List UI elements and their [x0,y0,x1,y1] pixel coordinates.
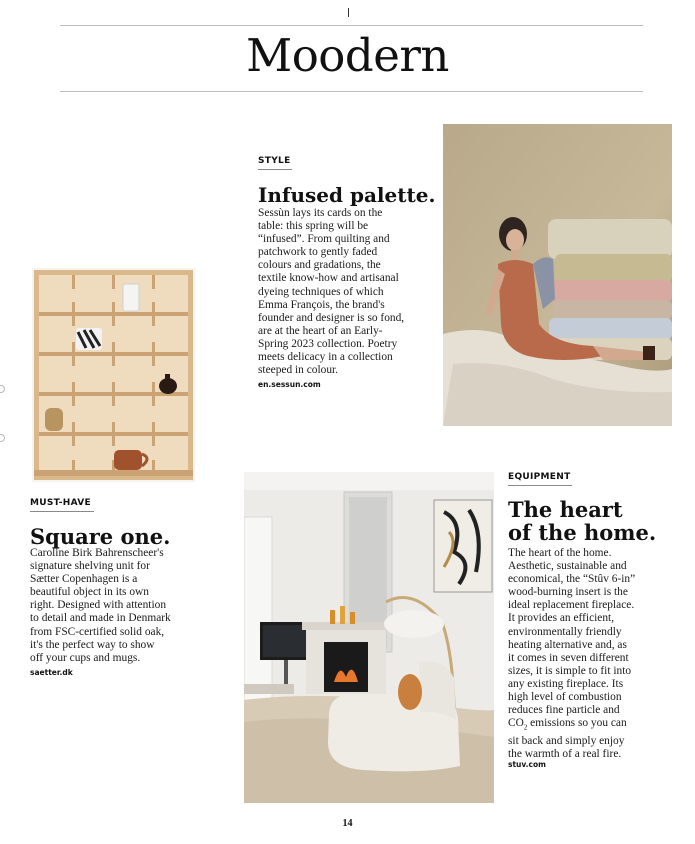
edge-mark [0,385,5,393]
style-kicker: STYLE [258,156,291,166]
equipment-body: The heart of the home. Aesthetic, sustainable and economical, the “Stûv 6-in” wood-burning insert is the ideal replacement fireplace. It provides an efficient, environmentally friendly heating alternative and, as it comes in seven different sizes, it is simple to fit into any existing fireplace. Its high level of combustion reduces fine particle and $CO_2$ emissions so you can sit back and simply enjoy the warmth of a real fire. [508,547,678,761]
style-url-link[interactable]: en.sessun.com [258,380,321,389]
top-tick-mark [348,8,349,17]
style-kicker-underline [258,169,292,170]
style-body: Sessùn lays its cards on the table: this spring will be “infused”. From quilting and patchwork to gently faded colours and gradations, the textile know-how and artisanal dyeing techniques of which Emma François, the brand's founder and designer is so fond, are at the heart of an Early- Spring 2023 collection. Poetry meets delicacy in a collection steeped in colour. [258,207,405,377]
equipment-url-link[interactable]: stuv.com [508,760,546,769]
equipment-headline: The heart of the home. [508,497,657,545]
masthead-rule-top [60,25,643,26]
fashion-illustration [443,124,672,426]
musthave-url-link[interactable]: saetter.dk [30,668,73,677]
equipment-kicker: EQUIPMENT [508,472,571,482]
musthave-kicker-underline [30,511,94,512]
shelving-photo [32,268,195,482]
masthead-rule-bottom [60,91,643,92]
musthave-body: Caroline Birk Bahrenscheer's signature shelving unit for Sætter Copenhagen is a beautiful object in its own right. Designed with attention to detail and made in Denmark from FSC-certified solid oak, it's the perfect way to show off your cups and mugs. [30,547,171,664]
livingroom-photo [244,472,494,803]
style-headline: Infused palette. [258,183,436,207]
equipment-kicker-underline [508,485,572,486]
page-number: 14 [342,818,353,829]
shelving-illustration [32,268,195,482]
musthave-kicker: MUST-HAVE [30,498,91,508]
co2-line: $CO_2$ emissions so you can [508,717,627,732]
masthead-title: Moodern [246,29,449,82]
edge-mark [0,434,5,442]
musthave-headline: Square one. [30,524,171,549]
livingroom-illustration [244,472,494,803]
fashion-photo [443,124,672,426]
